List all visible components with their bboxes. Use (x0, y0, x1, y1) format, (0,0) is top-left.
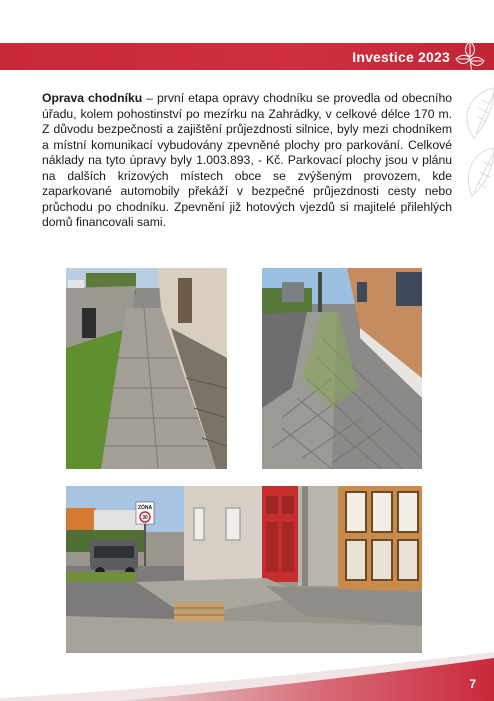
zone-sign-number: 30 (142, 515, 148, 521)
photo-old-sidewalk (66, 268, 227, 469)
footer-swoosh (0, 648, 494, 701)
zone-sign-label: ZÓNA (137, 505, 153, 511)
article-lead: Oprava chodníku (42, 91, 143, 105)
article-paragraph (42, 91, 452, 231)
photo-new-sidewalk (262, 268, 422, 469)
leaf-emblem-icon (452, 39, 488, 75)
article-body: – první etapa opravy chodníku se provedla od obecního úřadu, kolem pohostinství po mezírku na Zahrádky, v celkové délce 170 m. Z důvodu bezpečnosti a zajištění průjezdnosti silnice, byly mezi chodníkem a místní komunikací vybudovány zpevněné plochy pro parkování. Celkové náklady na tyto úpravy byly 1.003.893, - Kč. Parkovací plochy jsou v plánu na dalších krizových místech obce se zvýšeným provozem, kde zaparkované automobily překáží v bezpečné průjezdnosti cesty nebo průchodu po chodníku. Zpevnění již hotových vjezdů si majitelé přilehlých domů financovali sami. (42, 91, 453, 229)
page-number: 7 (469, 677, 476, 691)
page-title: Investice 2023 (352, 49, 450, 65)
photo-parking-area (66, 486, 422, 653)
